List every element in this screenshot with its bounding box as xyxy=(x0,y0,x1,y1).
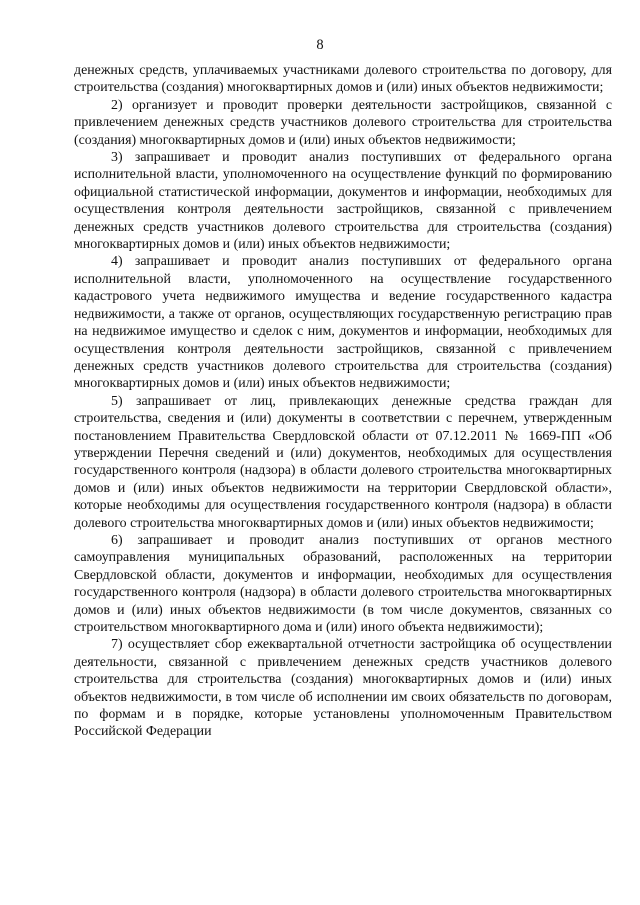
paragraph-item-5: 5) запрашивает от лиц, привлекающих денежные средства граждан для строительства, сведения и (или) документы в соответствии с перечнем, утвержденным постановлением Правительства Свердловской области от 07.12.2011 № 1669-ПП «Об утверждении Перечня сведений и (или) документов, необходимых для осуществления государственного контроля (надзора) в области долевого строительства многоквартирных домов и (или) иных объектов недвижимости на территории Свердловской области», которые необходимы для осуществления государственного контроля (надзора) в области долевого строительства многоквартирных домов и (или) иных объектов недвижимости; xyxy=(74,393,612,531)
paragraph-item-6: 6) запрашивает и проводит анализ поступивших от органов местного самоуправления муниципальных образований, расположенных на территории Свердловской области, документов и информации, необходимых для осуществления государственного контроля (надзора) в области долевого строительства многоквартирных домов и (или) иных объектов недвижимости (в том числе документов, связанных со строительством многоквартирного дома и (или) иного объекта недвижимости); xyxy=(74,532,612,635)
page-number: 8 xyxy=(316,37,324,53)
body-text xyxy=(74,62,612,741)
paragraph-item-2: 2) организует и проводит проверки деятельности застройщиков, связанной с привлечением денежных средств участников долевого строительства для строительства (создания) многоквартирных домов и (или) иных объектов недвижимости; xyxy=(74,97,612,148)
paragraph-continuation: денежных средств, уплачиваемых участниками долевого строительства по договору, для строительства (создания) многоквартирных домов и (или) иных объектов недвижимости; xyxy=(74,63,612,96)
paragraph-item-3: 3) запрашивает и проводит анализ поступивших от федерального органа исполнительной власти, уполномоченного на осуществление функций по формированию официальной статистической информации, документов и информации, необходимых для осуществления контроля деятельности застройщиков, связанной с привлечением денежных средств участников долевого строительства для строительства (создания) многоквартирных домов и (или) иных объектов недвижимости; xyxy=(74,150,612,253)
paragraph-item-4: 4) запрашивает и проводит анализ поступивших от федерального органа исполнительной власти, уполномоченного на осуществление государственного кадастрового учета недвижимого имущества и ведение государственного кадастра недвижимости, а также от органов, осуществляющих государственную регистрацию прав на недвижимое имущество и сделок с ним, документов и информации, необходимых для осуществления контроля деятельности застройщиков, связанной с привлечением денежных средств участников долевого строительства для строительства (создания) многоквартирных домов и (или) иных объектов недвижимости; xyxy=(74,254,612,392)
paragraph-item-7: 7) осуществляет сбор ежеквартальной отчетности застройщика об осуществлении деятельности, связанной с привлечением денежных средств участников долевого строительства для строительства (создания) многоквартирных домов и (или) иных объектов недвижимости, в том числе об исполнении им своих обязательств по договорам, по формам и в порядке, которые установлены уполномоченным Правительством Российской Федерации xyxy=(74,637,612,740)
